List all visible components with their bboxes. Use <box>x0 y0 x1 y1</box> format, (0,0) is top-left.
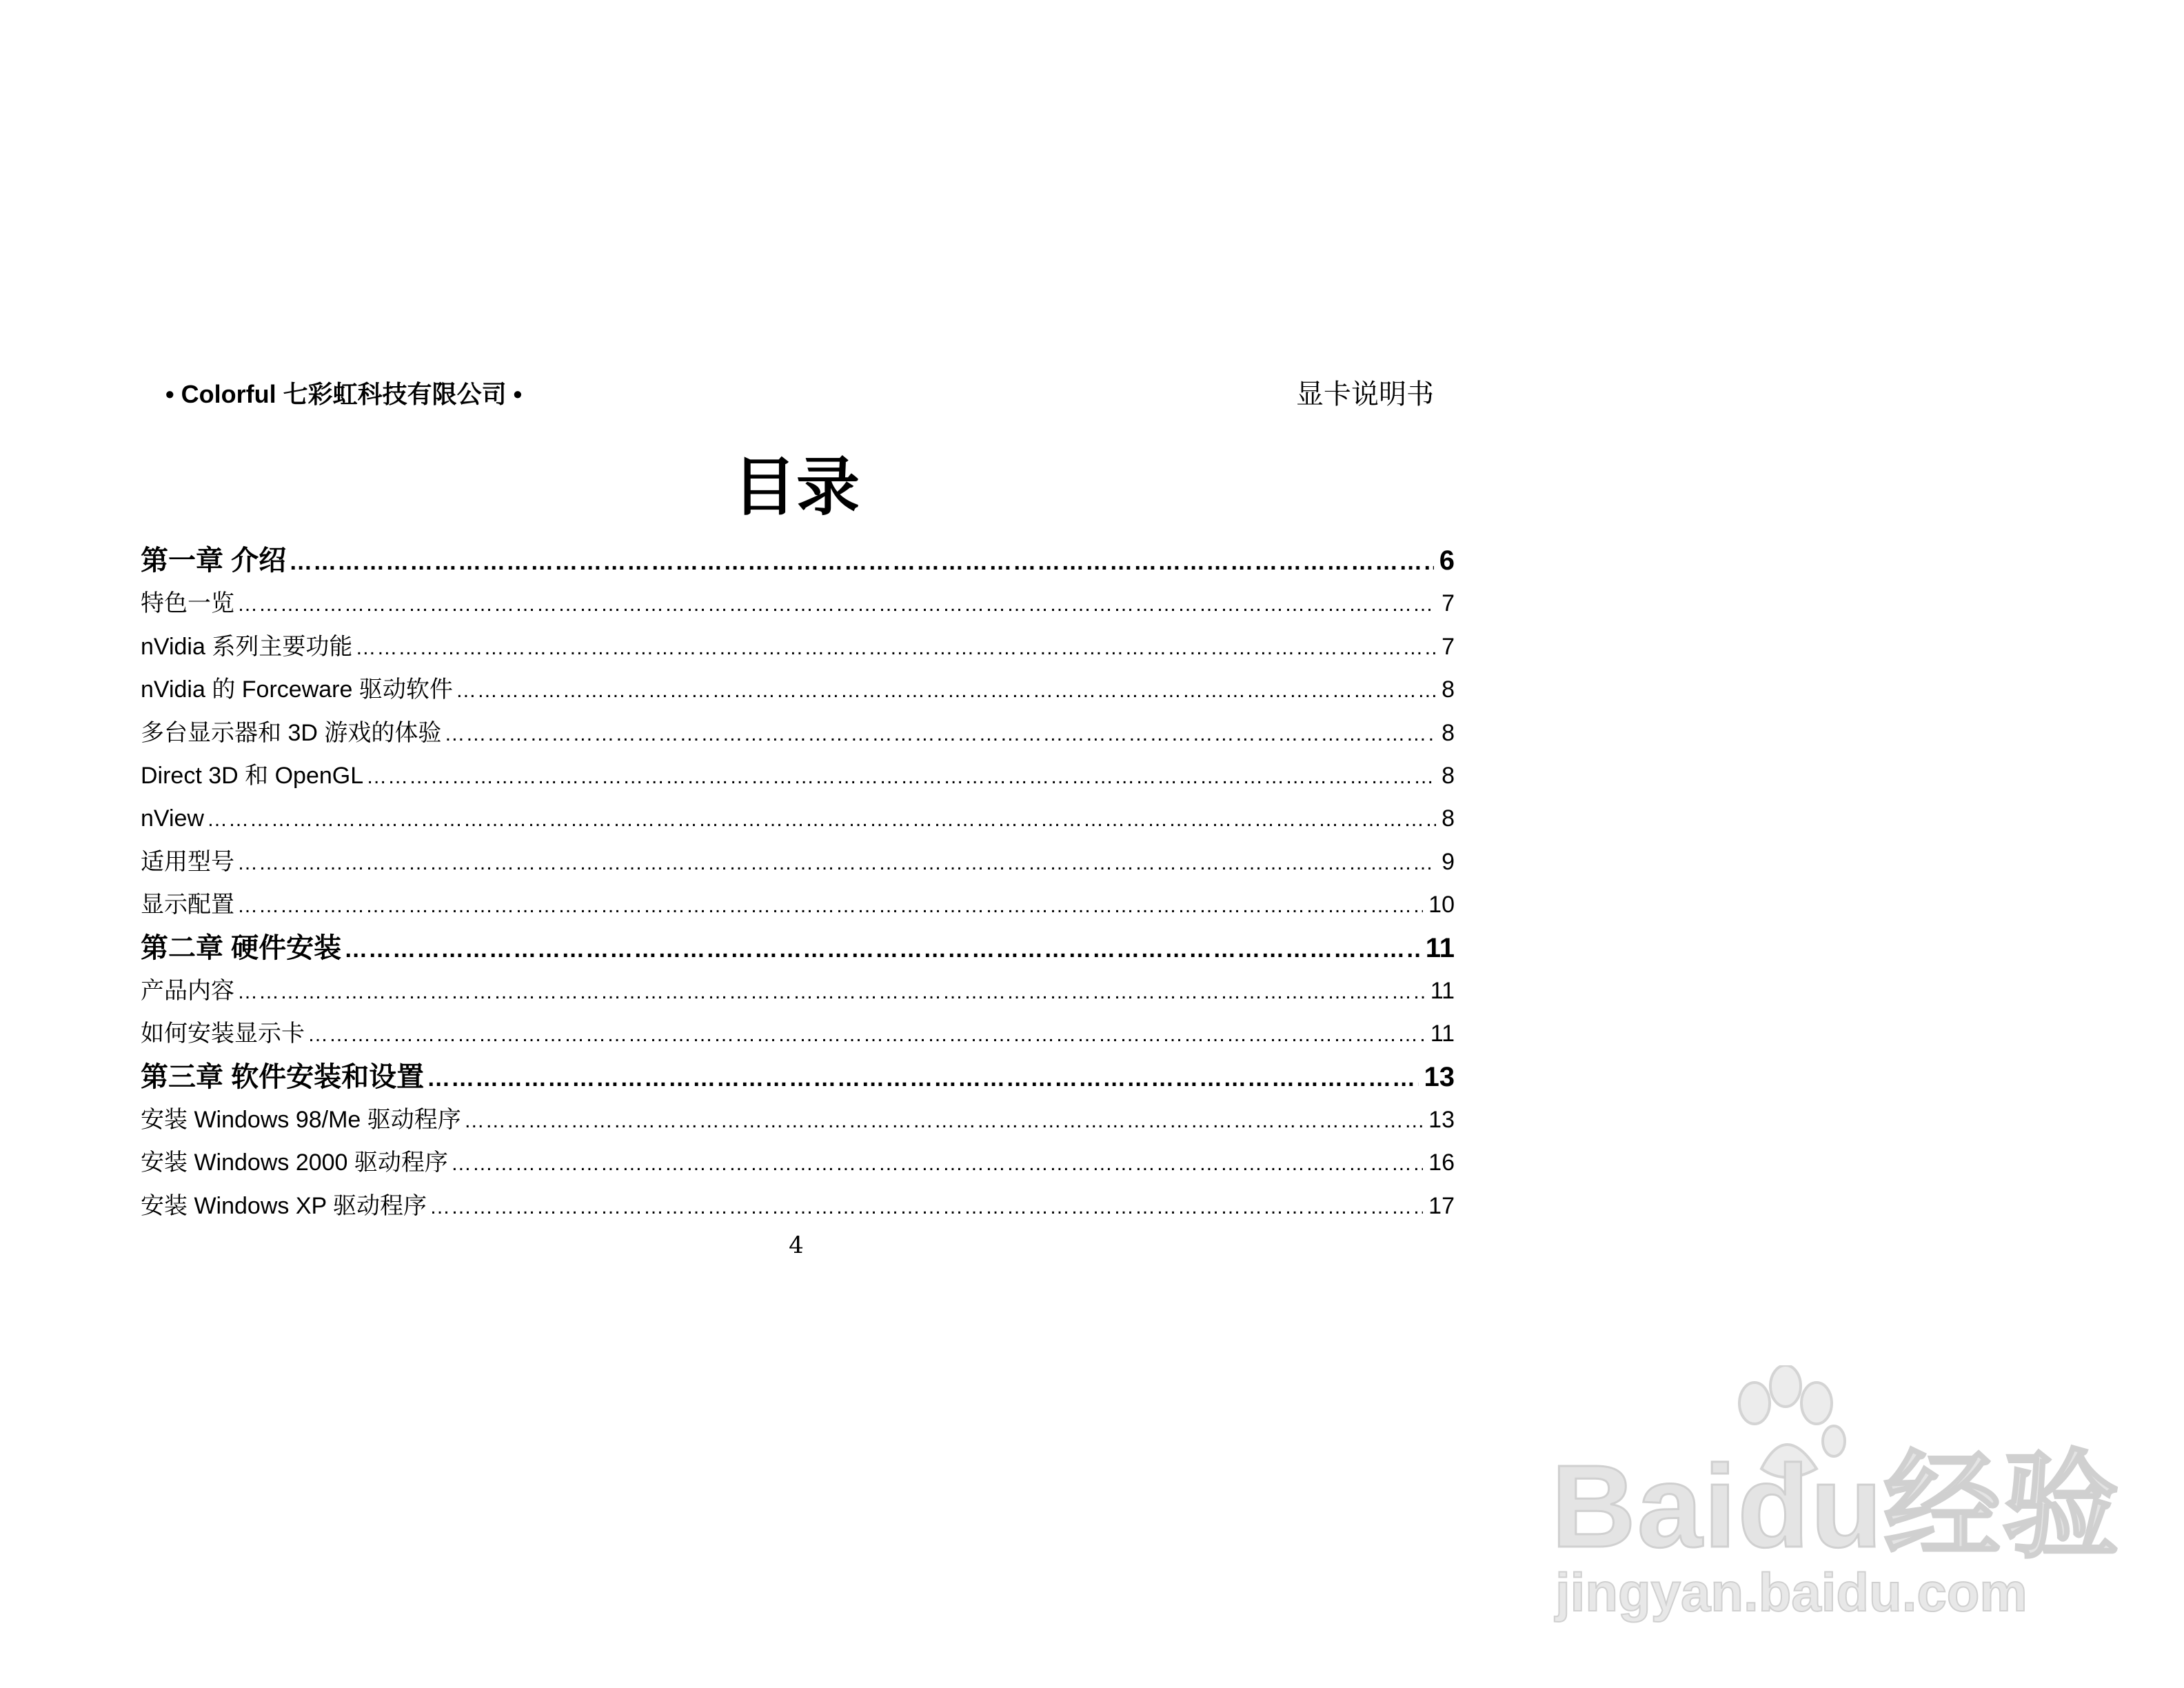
toc-dot-leader <box>207 798 1436 840</box>
document-type-header: 显卡说明书 <box>1296 379 1434 410</box>
table-of-contents <box>141 539 1455 1227</box>
toc-section-row <box>141 625 1455 668</box>
toc-chapter-row <box>141 1056 1455 1098</box>
toc-entry-page: 8 <box>1442 805 1455 832</box>
toc-section-row <box>141 1098 1455 1141</box>
toc-entry-label: 适用型号 <box>141 848 234 875</box>
toc-entry-label: nView <box>141 805 204 832</box>
toc-dot-leader <box>451 1143 1423 1184</box>
toc-entry-label: 如何安装显示卡 <box>141 1021 305 1047</box>
toc-entry-label: 安装 Windows 2000 驱动程序 <box>141 1149 448 1176</box>
toc-entry-label: 多台显示器和 3D 游戏的体验 <box>141 719 442 746</box>
watermark-brand: Baidu经验 <box>1551 1441 2121 1572</box>
toc-entry-page: 8 <box>1442 762 1455 789</box>
toc-section-row <box>141 883 1455 926</box>
toc-dot-leader <box>289 541 1434 582</box>
toc-dot-leader <box>427 1057 1418 1098</box>
toc-dot-leader <box>237 583 1436 625</box>
toc-dot-leader <box>237 842 1436 883</box>
toc-entry-label: 第一章 介绍 <box>141 545 287 576</box>
toc-entry-page: 13 <box>1428 1107 1455 1134</box>
toc-entry-page: 11 <box>1430 1021 1455 1047</box>
toc-entry-label: 产品内容 <box>141 977 234 1004</box>
toc-section-row <box>141 1141 1455 1184</box>
toc-section-row <box>141 1185 1455 1227</box>
toc-dot-leader <box>237 885 1423 926</box>
toc-entry-page: 13 <box>1424 1061 1455 1092</box>
toc-entry-label: nVidia 系列主要功能 <box>141 633 353 660</box>
toc-dot-leader <box>456 670 1436 711</box>
toc-title: 目录 <box>732 450 860 524</box>
toc-section-row <box>141 668 1455 711</box>
toc-entry-label: 特色一览 <box>141 590 234 617</box>
toc-section-row <box>141 712 1455 754</box>
toc-entry-label: 显示配置 <box>141 892 234 918</box>
toc-entry-page: 11 <box>1430 977 1455 1004</box>
toc-entry-label: nVidia 的 Forceware 驱动软件 <box>141 676 453 703</box>
toc-entry-page: 10 <box>1428 892 1455 918</box>
company-header: • Colorful 七彩虹科技有限公司 • <box>165 380 523 408</box>
toc-entry-page: 16 <box>1428 1149 1455 1176</box>
toc-entry-label: Direct 3D 和 OpenGL <box>141 762 364 789</box>
toc-dot-leader <box>366 756 1436 797</box>
toc-entry-label: 安装 Windows 98/Me 驱动程序 <box>141 1107 461 1134</box>
toc-section-row <box>141 582 1455 625</box>
toc-entry-page: 9 <box>1442 848 1455 875</box>
toc-chapter-row <box>141 927 1455 969</box>
toc-entry-label: 第二章 硬件安装 <box>141 932 342 963</box>
page-number: 4 <box>789 1232 804 1259</box>
toc-dot-leader <box>429 1186 1423 1227</box>
toc-entry-page: 8 <box>1442 719 1455 746</box>
toc-entry-page: 17 <box>1428 1192 1455 1219</box>
toc-entry-page: 11 <box>1425 932 1455 963</box>
toc-dot-leader <box>355 627 1436 668</box>
baidu-watermark <box>1551 1365 2121 1622</box>
toc-entry-label: 第三章 软件安装和设置 <box>141 1061 425 1092</box>
toc-section-row <box>141 969 1455 1012</box>
toc-section-row <box>141 1012 1455 1055</box>
toc-entry-page: 6 <box>1439 545 1455 576</box>
toc-entry-label: 安装 Windows XP 驱动程序 <box>141 1192 427 1219</box>
toc-entry-page: 7 <box>1442 633 1455 660</box>
toc-section-row <box>141 754 1455 797</box>
toc-dot-leader <box>344 928 1420 969</box>
toc-chapter-row <box>141 539 1455 582</box>
toc-entry-page: 7 <box>1442 590 1455 617</box>
toc-dot-leader <box>444 713 1436 754</box>
toc-dot-leader <box>307 1014 1425 1055</box>
toc-section-row <box>141 841 1455 883</box>
toc-dot-leader <box>464 1100 1423 1141</box>
toc-entry-page: 8 <box>1442 676 1455 703</box>
toc-dot-leader <box>237 971 1425 1012</box>
watermark-url: jingyan.baidu.com <box>1555 1562 2028 1622</box>
toc-section-row <box>141 797 1455 840</box>
